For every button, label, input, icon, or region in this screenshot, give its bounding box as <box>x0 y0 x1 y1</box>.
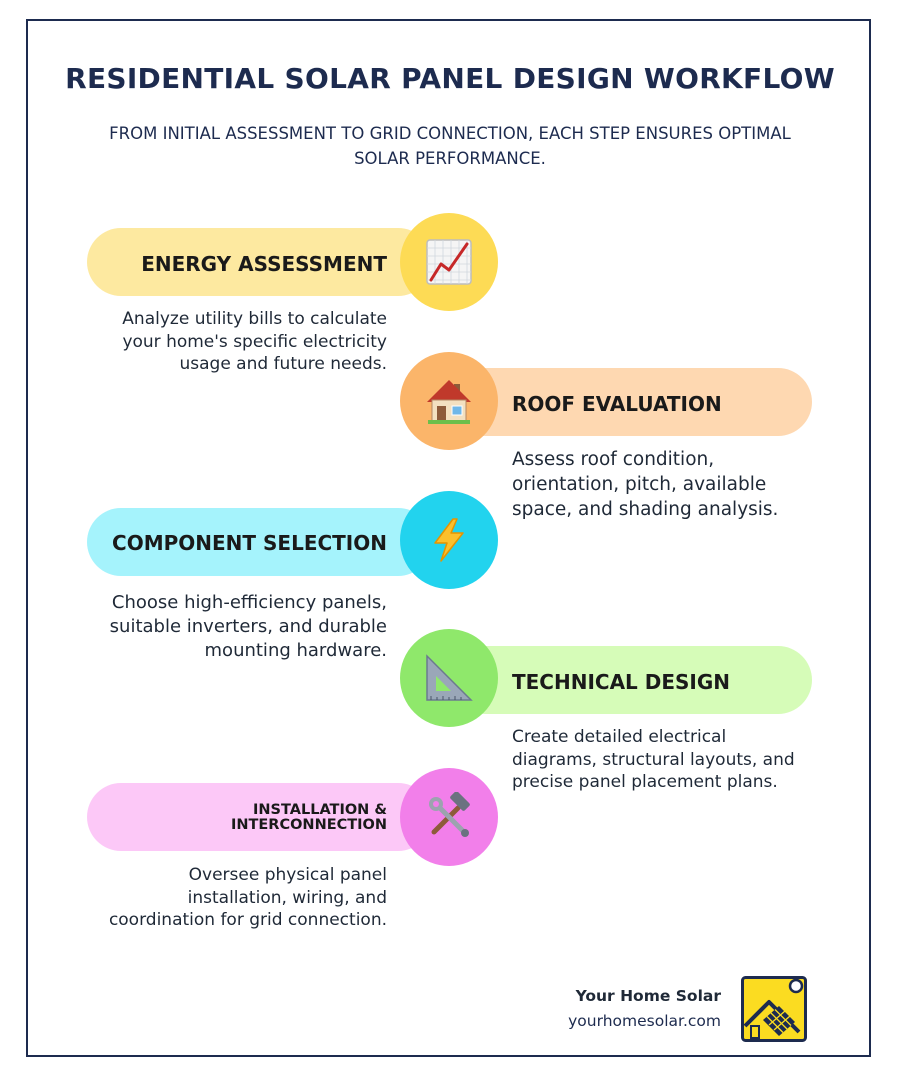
step-icon-circle <box>400 213 498 311</box>
step-icon-circle <box>400 768 498 866</box>
step-description: Analyze utility bills to calculate your home's specific electricity usage and future needs. <box>122 309 387 374</box>
step-icon-circle <box>400 629 498 727</box>
brand-name: Your Home Solar <box>575 987 721 1005</box>
brand-url[interactable]: yourhomesolar.com <box>568 1012 721 1030</box>
step-description: Create detailed electrical diagrams, structural layouts, and precise panel placement plans. <box>512 727 795 792</box>
page-subtitle: FROM INITIAL ASSESSMENT TO GRID CONNECTION, EACH STEP ENSURES OPTIMAL SOLAR PERFORMANCE. <box>109 124 791 168</box>
step-icon-circle <box>400 352 498 450</box>
step-title: ROOF EVALUATION <box>512 392 722 416</box>
step-icon-circle <box>400 491 498 589</box>
solar-house-logo-icon <box>741 976 807 1042</box>
house-icon <box>424 376 474 426</box>
hammer-wrench-icon <box>424 792 474 842</box>
lightning-icon <box>429 517 469 563</box>
page-title: RESIDENTIAL SOLAR PANEL DESIGN WORKFLOW <box>65 62 835 95</box>
step-title: INSTALLATION & INTERCONNECTION <box>230 802 387 833</box>
step-description: Choose high-efficiency panels, suitable inverters, and durable mounting hardware. <box>109 592 387 661</box>
step-title: TECHNICAL DESIGN <box>512 670 731 694</box>
step-description: Assess roof condition, orientation, pitch, available space, and shading analysis. <box>512 449 779 520</box>
step-description: Oversee physical panel installation, wiring, and coordination for grid connection. <box>108 865 387 930</box>
triangular-ruler-icon <box>423 652 475 704</box>
chart-increasing-icon <box>425 238 473 286</box>
step-title: COMPONENT SELECTION <box>112 531 387 555</box>
step-title: ENERGY ASSESSMENT <box>141 252 387 276</box>
